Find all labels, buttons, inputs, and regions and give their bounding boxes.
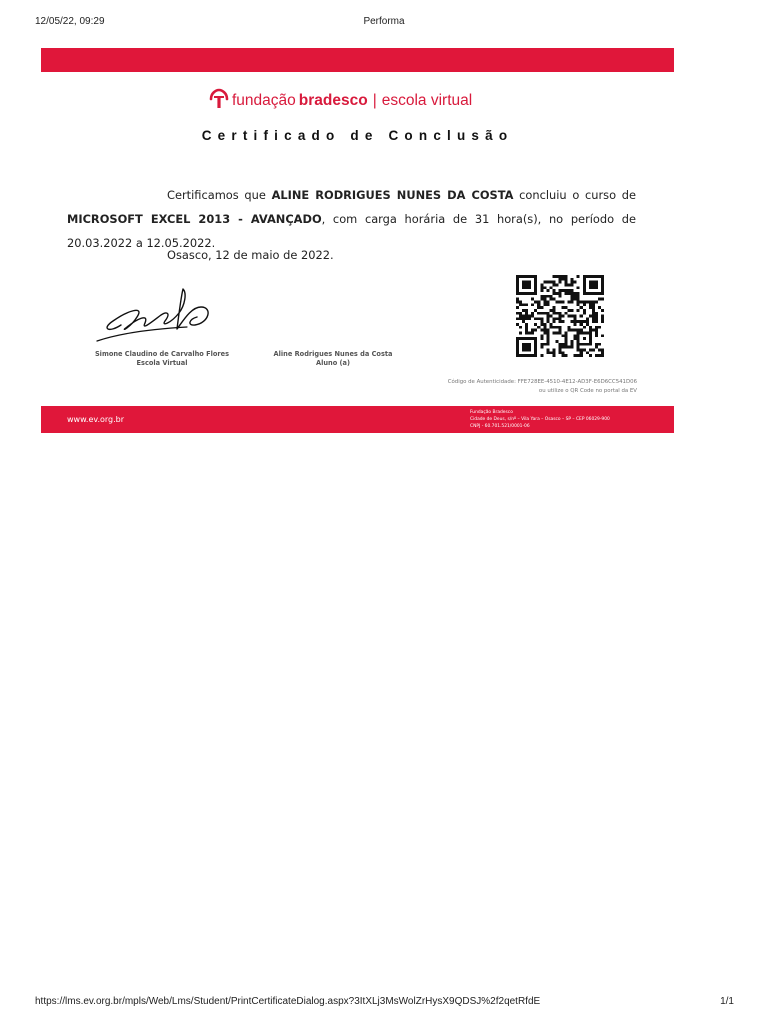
institution-address: Cidade de Deus, s/nº – Vila Yara – Osasco – SP – CEP 06029-900 <box>470 416 610 422</box>
logo-text-escola-virtual: escola virtual <box>381 92 473 109</box>
print-page-title: Performa <box>363 16 405 27</box>
student-name: ALINE RODRIGUES NUNES DA COSTA <box>271 188 514 202</box>
authenticity-hint: ou utilize o QR Code no portal da EV <box>538 387 637 394</box>
signatory-1-name: Simone Claudino de Carvalho Flores <box>94 350 230 358</box>
certificate-title: Certificado de Conclusão <box>201 128 514 143</box>
logo-text-bradesco: bradesco <box>298 92 368 109</box>
institution-info <box>470 410 610 430</box>
body-lead: Certificamos que <box>167 188 266 202</box>
print-url: https://lms.ev.org.br/mpls/Web/Lms/Student/PrintCertificateDialog.aspx?3ItXLj3MsWolZrHysX9QDSJ%2f2qetRfdE <box>35 996 541 1007</box>
institution-name: Fundação Bradesco <box>470 410 513 415</box>
fundacao-bradesco-logo <box>208 88 472 114</box>
body-tail: , com carga horária de 31 hora(s), no período de 20.03.2022 a 12.05.2022. <box>67 212 636 250</box>
bottom-red-bar <box>41 406 674 433</box>
certificate-body <box>67 183 636 255</box>
logo-text-fundacao: fundação <box>232 92 296 109</box>
course-name: MICROSOFT EXCEL 2013 - AVANÇADO <box>67 212 322 226</box>
body-mid: concluiu o curso de <box>519 188 637 202</box>
institution-cnpj: CNPJ - 60.701.521/0001-06 <box>470 423 530 429</box>
website-link[interactable]: www.ev.org.br <box>67 415 125 424</box>
signatory-2-role: Aluno (a) <box>315 359 351 367</box>
authenticity-info <box>448 378 637 395</box>
qr-code-icon <box>516 275 604 357</box>
certificate <box>41 48 674 433</box>
authenticity-code: Código de Autenticidade: FFE728EE-4510-4E12-AD3F-E6D6CC541D06 <box>447 379 637 385</box>
signatory-1-role: Escola Virtual <box>136 359 188 367</box>
handwritten-signature <box>91 283 231 351</box>
print-datetime: 12/05/22, 09:29 <box>35 16 105 27</box>
signatory-1 <box>77 350 247 368</box>
logo-separator: | <box>372 92 377 109</box>
signatory-2 <box>258 350 408 368</box>
signatory-2-name: Aline Rodrigues Nunes da Costa <box>273 350 393 358</box>
top-red-bar <box>41 48 674 72</box>
place-date: Osasco, 12 de maio de 2022. <box>167 248 334 262</box>
print-page-number: 1/1 <box>720 996 734 1007</box>
fundacao-bradesco-tree-icon <box>208 88 232 115</box>
